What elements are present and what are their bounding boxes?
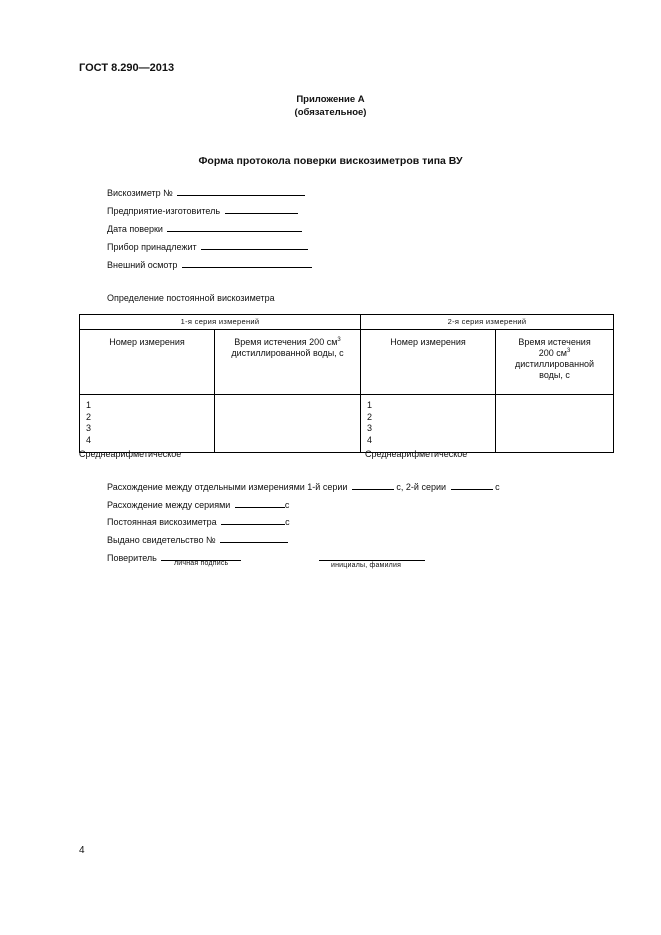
col-time-1 xyxy=(215,330,361,395)
col-time-2-b: 200 см xyxy=(538,348,567,358)
appendix-heading xyxy=(0,93,661,119)
diff-series1-line[interactable] xyxy=(352,479,394,490)
appendix-title: Приложение А xyxy=(296,94,365,105)
field-owner-line[interactable] xyxy=(201,239,308,250)
col-time-2-a: Время истечения xyxy=(518,337,591,347)
average-label-series1: Среднеарифметическое xyxy=(79,449,182,459)
field-date xyxy=(107,221,302,234)
diff-series2-line[interactable] xyxy=(451,479,493,490)
row-number: 4 xyxy=(86,434,92,445)
col-time-2-d: воды, с xyxy=(539,370,570,380)
constant-label: Постоянная вискозиметра xyxy=(107,517,217,527)
col-time-2 xyxy=(496,330,614,395)
section-title: Определение постоянной вискозиметра xyxy=(107,293,275,303)
name-line[interactable] xyxy=(319,560,425,561)
field-date-label: Дата поверки xyxy=(107,224,163,234)
constant-row xyxy=(107,514,290,527)
series2-times-cell[interactable] xyxy=(496,395,614,453)
row-number: 2 xyxy=(86,411,92,422)
row-number: 3 xyxy=(86,423,92,433)
certificate-line[interactable] xyxy=(220,532,288,543)
verifier-label: Поверитель xyxy=(107,553,157,563)
diff-within-label: Расхождение между отдельными измерениями 1-й серии xyxy=(107,482,348,492)
diff-series-line[interactable] xyxy=(235,497,285,508)
field-owner xyxy=(107,239,308,252)
field-manufacturer-label: Предприятие-изготовитель xyxy=(107,206,221,216)
diff-within-label2: с, 2-й серии xyxy=(396,482,447,492)
field-viscometer-label: Вискозиметр № xyxy=(107,188,173,198)
col-time-2-c: дистиллированной xyxy=(514,359,595,369)
page-number: 4 xyxy=(79,845,85,856)
series2-header: 2-я серия измерений xyxy=(361,315,614,330)
appendix-status: (обязательное) xyxy=(294,107,367,118)
field-inspection-line[interactable] xyxy=(182,257,312,268)
diff-series-row xyxy=(107,497,289,510)
certificate-label: Выдано свидетельство № xyxy=(107,535,216,545)
row-number: 1 xyxy=(86,400,92,410)
constant-unit: с xyxy=(285,517,290,527)
document-header: ГОСТ 8.290—2013 xyxy=(79,62,175,74)
row-number: 3 xyxy=(367,423,373,433)
name-caption: инициалы, фамилия xyxy=(331,562,402,569)
row-number: 4 xyxy=(367,434,373,445)
diff-series-label: Расхождение между сериями xyxy=(107,500,231,510)
row-number: 1 xyxy=(367,400,373,410)
diff-series-unit: с xyxy=(284,500,290,510)
series2-numbers xyxy=(361,395,496,453)
field-manufacturer xyxy=(107,203,298,216)
field-viscometer xyxy=(107,185,305,198)
diff-unit: с xyxy=(495,482,500,492)
form-title: Форма протокола поверки вискозиметров типа ВУ xyxy=(198,155,463,167)
field-viscometer-line[interactable] xyxy=(177,185,305,196)
average-label-series2: Среднеарифметическое xyxy=(365,449,468,459)
sign-caption: личная подпись xyxy=(174,560,229,567)
col-num-2: Номер измерения xyxy=(361,330,496,395)
field-date-line[interactable] xyxy=(167,221,302,232)
row-number: 2 xyxy=(367,411,373,422)
col-time-2-sup: 3 xyxy=(566,348,571,354)
col-time-1-sup: 3 xyxy=(337,337,341,343)
protocol-table xyxy=(79,314,614,453)
field-inspection xyxy=(107,257,312,270)
field-owner-label: Прибор принадлежит xyxy=(107,242,197,252)
series1-header: 1-я серия измерений xyxy=(80,315,361,330)
series1-times-cell[interactable] xyxy=(215,395,361,453)
diff-within-row xyxy=(107,479,500,492)
certificate-row xyxy=(107,532,288,545)
constant-line[interactable] xyxy=(221,514,285,525)
col-time-1-text: Время истечения 200 см xyxy=(234,337,338,347)
col-num-1: Номер измерения xyxy=(80,330,215,395)
series1-numbers xyxy=(80,395,215,453)
col-time-1-text2: дистиллированной воды, с xyxy=(231,348,344,358)
field-inspection-label: Внешний осмотр xyxy=(107,260,178,270)
field-manufacturer-line[interactable] xyxy=(225,203,298,214)
